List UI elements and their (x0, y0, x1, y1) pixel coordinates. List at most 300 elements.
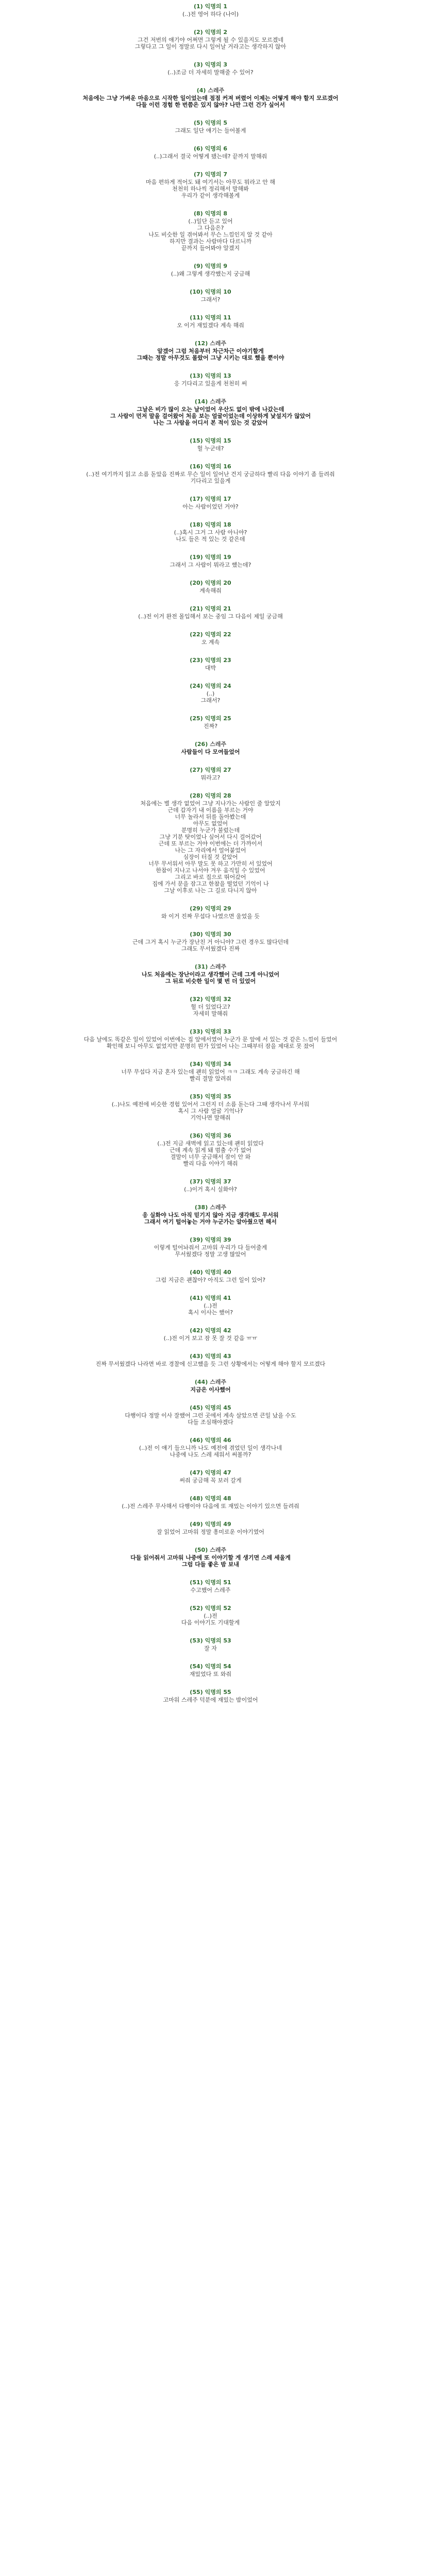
post-number[interactable]: (10) (190, 289, 203, 295)
post-body (0, 1004, 421, 1017)
post-line: 빨리 결말 알려줘 (189, 1075, 232, 1082)
post-body (0, 1386, 421, 1393)
post-52 (0, 1605, 421, 1626)
post-line: 재밌었다 또 와줘 (189, 1671, 232, 1677)
poster-name: 익명의 27 (205, 767, 231, 773)
post-line: (..)혹시 그거 그 사람 아니야? (174, 529, 247, 536)
post-number[interactable]: (1) (193, 3, 203, 10)
post-29 (0, 905, 421, 920)
post-line: 계속해줘 (199, 587, 222, 594)
post-number[interactable]: (16) (190, 463, 203, 470)
post-number[interactable]: (31) (194, 963, 208, 970)
post-line: 지금은 이사했어 (190, 1386, 231, 1393)
post-line: 나는 그 자리에서 얼어붙었어 (175, 847, 246, 854)
post-1 (0, 3, 421, 18)
post-body (0, 1277, 421, 1283)
poster-name: 익명의 21 (205, 605, 231, 612)
post-body (0, 690, 421, 704)
post-number[interactable]: (39) (190, 1236, 203, 1243)
post-16 (0, 463, 421, 484)
poster-name: 익명의 28 (205, 792, 231, 799)
post-header (0, 580, 421, 586)
post-line: (..) (206, 690, 215, 697)
post-body (0, 800, 421, 894)
post-header (0, 496, 421, 502)
post-line: 뭐라고? (200, 774, 221, 781)
post-header (0, 1495, 421, 1502)
poster-name: 익명의 45 (205, 1404, 231, 1411)
post-line: 빨리 다음 이야기 해줘 (183, 1160, 238, 1167)
post-number[interactable]: (35) (190, 1093, 203, 1100)
post-number[interactable]: (23) (190, 657, 203, 664)
post-header (0, 657, 421, 664)
post-36 (0, 1132, 421, 1167)
post-header (0, 605, 421, 612)
post-number[interactable]: (30) (190, 931, 203, 938)
post-number[interactable]: (6) (193, 145, 203, 152)
post-line: 오 이거 재밌겠다 계속 해줘 (177, 322, 244, 329)
poster-name: 스레주 (210, 1547, 227, 1553)
post-line: 오 계속 (201, 639, 220, 646)
post-21 (0, 605, 421, 620)
post-line: 와 이거 진짜 무섭다 나였으면 울었을 듯 (161, 913, 260, 920)
poster-name: 익명의 40 (205, 1269, 231, 1276)
post-body (0, 1554, 421, 1568)
post-42 (0, 1327, 421, 1342)
post-line: 확인해 보니 아무도 없었지만 분명히 뭔가 있었어 나는 그때부터 잠을 제대로 못 잤어 (106, 1043, 315, 1049)
post-header (0, 521, 421, 528)
post-number[interactable]: (45) (190, 1404, 203, 1411)
poster-name: 익명의 51 (205, 1579, 231, 1586)
post-line: 혹시 이사는 했어? (188, 1309, 233, 1316)
post-body (0, 1503, 421, 1510)
post-number[interactable]: (20) (190, 580, 203, 586)
post-39 (0, 1236, 421, 1258)
post-number[interactable]: (2) (193, 29, 203, 36)
post-30 (0, 931, 421, 952)
post-8 (0, 210, 421, 251)
post-line: 그럼 다들 좋은 밤 보내 (182, 1561, 239, 1568)
post-line: 천천히 하나씩 정리해서 말해봐 (172, 185, 249, 192)
poster-name: 익명의 33 (205, 1028, 231, 1035)
poster-name: 익명의 18 (205, 521, 231, 528)
post-line: 알겠어 그럼 처음부터 차근차근 이야기할게 (157, 348, 264, 354)
poster-name: 익명의 22 (205, 631, 231, 638)
post-line: 그래서? (200, 697, 221, 704)
post-body (0, 1477, 421, 1484)
post-header (0, 1204, 421, 1211)
post-number[interactable]: (49) (190, 1521, 203, 1528)
poster-name: 스레주 (210, 1379, 227, 1385)
poster-name: 익명의 36 (205, 1132, 231, 1139)
poster-name: 익명의 5 (205, 120, 228, 126)
post-11 (0, 314, 421, 329)
post-line: 무서웠겠다 정말 고생 많았어 (175, 1251, 246, 1258)
post-number[interactable]: (41) (190, 1295, 203, 1301)
post-line: 마음 편하게 적어도 돼 여기서는 아무도 뭐라고 안 해 (145, 179, 276, 185)
post-line: (..)전 (204, 1302, 217, 1309)
post-header (0, 210, 421, 217)
post-line: 다음 이야기도 기대할게 (181, 1619, 240, 1626)
post-43 (0, 1353, 421, 1367)
post-body (0, 1697, 421, 1703)
post-number[interactable]: (47) (190, 1469, 203, 1476)
poster-name: 스레주 (210, 963, 227, 970)
post-number[interactable]: (5) (193, 120, 203, 126)
post-body (0, 1244, 421, 1258)
post-46 (0, 1437, 421, 1458)
post-header (0, 1404, 421, 1411)
post-header (0, 314, 421, 321)
post-number[interactable]: (53) (190, 1637, 203, 1644)
post-14 (0, 398, 421, 426)
post-line: 결말이 너무 궁금해서 잠이 안 와 (170, 1154, 251, 1160)
post-header (0, 715, 421, 722)
post-line: 우리가 같이 생각해볼게 (181, 192, 240, 199)
post-body (0, 1335, 421, 1342)
poster-name: 익명의 16 (205, 463, 231, 470)
post-line: 그건 저번의 얘기야 어쩌면 그렇게 될 수 있을지도 모르겠네 (138, 37, 283, 43)
post-number[interactable]: (54) (190, 1663, 203, 1670)
post-line: 근데 갑자기 내 이름을 부르는 거야 (167, 807, 254, 814)
post-54 (0, 1663, 421, 1677)
post-line: 근데 계속 읽게 돼 멈출 수가 없어 (169, 1147, 252, 1154)
post-line: 헐 누군데? (197, 445, 224, 452)
post-12 (0, 340, 421, 361)
post-number[interactable]: (28) (190, 792, 203, 799)
post-line: 끝까지 들어봐야 알겠지 (181, 245, 240, 251)
post-line: 처음에는 그냥 가벼운 마음으로 시작한 일이었는데 점점 커져 버렸어 이제는 어떻게 해야 할지 모르겠어 (82, 95, 339, 101)
post-line: 그럼 지금은 괜찮아? 아직도 그런 일이 있어? (155, 1277, 266, 1283)
poster-name: 익명의 37 (205, 1178, 231, 1185)
post-body (0, 503, 421, 510)
post-number[interactable]: (4) (196, 87, 206, 94)
post-number[interactable]: (21) (190, 605, 203, 612)
post-line: 나도 처음에는 장난이라고 생각했어 근데 그게 아니었어 (141, 971, 280, 978)
poster-name: 익명의 49 (205, 1521, 231, 1528)
post-number[interactable]: (29) (190, 905, 203, 912)
post-body (0, 37, 421, 50)
post-line: 그렇다고 그 일이 정말로 다시 일어날 거라고는 생각하지 않아 (134, 43, 287, 50)
post-line: (..)전 여기까지 읽고 소름 돋았음 진짜로 무슨 일이 일어난 건지 궁금하다 빨리 다음 이야기 좀 들려줘 (86, 471, 335, 478)
post-body (0, 270, 421, 277)
post-line: 다음 날에도 똑같은 일이 있었어 이번에는 집 앞에서였어 누군가 문 앞에 서 있는 것 같은 느낌이 들었어 (83, 1036, 338, 1043)
post-line: 처음에는 별 생각 없었어 그냥 지나가는 사람인 줄 알았지 (140, 800, 281, 807)
post-line: 그래서 그 사람이 뭐라고 했는데? (170, 562, 251, 568)
post-header (0, 1469, 421, 1476)
post-53 (0, 1637, 421, 1652)
post-body (0, 1212, 421, 1225)
poster-name: 익명의 47 (205, 1469, 231, 1476)
post-number[interactable]: (13) (190, 372, 203, 379)
post-header (0, 1269, 421, 1276)
post-line: 혹시 그 사람 얼굴 기억나? (178, 1108, 243, 1114)
post-header (0, 1521, 421, 1528)
post-5 (0, 120, 421, 134)
post-line: (..)전 이거 완전 몰입해서 보는 중임 그 다음이 제일 궁금해 (138, 613, 283, 620)
post-number[interactable]: (7) (193, 171, 203, 178)
post-body (0, 1069, 421, 1082)
post-number[interactable]: (43) (190, 1353, 203, 1360)
poster-name: 익명의 3 (205, 61, 228, 68)
post-header (0, 3, 421, 10)
post-line: 잘 읽었어 고마워 정말 흥미로운 이야기였어 (157, 1529, 264, 1535)
post-line: (..)전 스레주 무사해서 다행이야 다음에 또 재밌는 이야기 있으면 들려줘 (122, 1503, 299, 1510)
post-line: (..)전 이거 보고 잠 못 잘 것 같음 ㅠㅠ (163, 1335, 258, 1342)
post-24 (0, 683, 421, 704)
post-number[interactable]: (52) (190, 1605, 203, 1612)
post-body (0, 665, 421, 671)
post-15 (0, 437, 421, 452)
post-line: 자세히 말해줘 (193, 1010, 228, 1017)
poster-name: 익명의 24 (205, 683, 231, 689)
post-35 (0, 1093, 421, 1121)
post-header (0, 1028, 421, 1035)
post-number[interactable]: (19) (190, 554, 203, 561)
post-header (0, 683, 421, 689)
poster-name: 익명의 29 (205, 905, 231, 912)
post-body (0, 380, 421, 387)
post-50 (0, 1547, 421, 1568)
post-number[interactable]: (25) (190, 715, 203, 722)
post-header (0, 1061, 421, 1067)
post-line: 진짜 무서웠겠다 나라면 바로 경찰에 신고했을 듯 그런 상황에서는 어떻게 해야 할지 모르겠다 (95, 1361, 326, 1367)
post-line: (..)그래서 결국 어떻게 됐는데? 끝까지 말해줘 (154, 153, 267, 160)
post-line: 나도 들은 적 있는 것 같은데 (176, 536, 245, 543)
post-3 (0, 61, 421, 76)
poster-name: 익명의 20 (205, 580, 231, 586)
poster-name: 스레주 (208, 87, 225, 94)
post-44 (0, 1379, 421, 1393)
post-header (0, 996, 421, 1003)
post-body (0, 1445, 421, 1458)
post-header (0, 1605, 421, 1612)
post-line: 나도 비슷한 일 겪어봐서 무슨 느낌인지 알 것 같아 (148, 231, 273, 238)
post-line: 너무 무섭다 지금 혼자 있는데 괜히 읽었어 ㅋㅋ 그래도 계속 궁금하긴 해 (121, 1069, 300, 1075)
post-header (0, 741, 421, 748)
post-line: 너무 무서워서 아무 말도 못 하고 가만히 서 있었어 (148, 860, 273, 867)
post-body (0, 1101, 421, 1121)
post-body (0, 749, 421, 755)
post-header (0, 437, 421, 444)
post-body (0, 11, 421, 18)
post-20 (0, 580, 421, 594)
post-line: 그날 이후로 나는 그 길로 다니지 않아 (164, 887, 257, 894)
poster-name: 익명의 34 (205, 1061, 231, 1067)
post-header (0, 289, 421, 295)
post-line: (..)나도 예전에 비슷한 경험 있어서 그런지 더 소름 돋는다 그때 생각나서 무서워 (111, 1101, 310, 1108)
post-number[interactable]: (51) (190, 1579, 203, 1586)
post-line: (..)전 영어 하다 (나이) (182, 11, 239, 18)
post-27 (0, 767, 421, 781)
post-body (0, 774, 421, 781)
post-line: 다행이다 정말 이사 잘했어 그런 곳에서 계속 살았으면 큰일 났을 수도 (125, 1412, 296, 1419)
post-body (0, 471, 421, 484)
post-number[interactable]: (11) (190, 314, 203, 321)
post-number[interactable]: (26) (194, 741, 208, 748)
poster-name: 익명의 1 (205, 3, 228, 10)
post-number[interactable]: (34) (190, 1061, 203, 1067)
post-header (0, 1637, 421, 1644)
post-19 (0, 554, 421, 568)
poster-name: 익명의 39 (205, 1236, 231, 1243)
post-number[interactable]: (18) (190, 521, 203, 528)
post-number[interactable]: (24) (190, 683, 203, 689)
post-number[interactable]: (32) (190, 996, 203, 1003)
post-7 (0, 171, 421, 199)
poster-name: 익명의 35 (205, 1093, 231, 1100)
post-line: 그날은 비가 많이 오는 날이었어 우산도 없이 밖에 나갔는데 (137, 406, 284, 413)
post-line: (..)전 지금 새벽에 읽고 있는데 괜히 읽었다 (157, 1140, 264, 1147)
post-line: 그 사람이 먼저 말을 걸어왔어 처음 보는 얼굴이었는데 이상하게 낯설지가 않았어 (110, 413, 311, 419)
post-number[interactable]: (14) (194, 398, 208, 405)
post-line: 너무 놀라서 뒤를 돌아봤는데 (175, 814, 246, 820)
poster-name: 익명의 6 (205, 145, 228, 152)
post-37 (0, 1178, 421, 1193)
post-line: 그래서 여기 털어놓는 거야 누군가는 알아줬으면 해서 (144, 1218, 277, 1225)
post-header (0, 1663, 421, 1670)
post-body (0, 406, 421, 426)
post-number[interactable]: (27) (190, 767, 203, 773)
poster-name: 익명의 42 (205, 1327, 231, 1334)
post-header (0, 1379, 421, 1385)
post-18 (0, 521, 421, 543)
post-4 (0, 87, 421, 108)
post-header (0, 61, 421, 68)
post-line: 그래서? (200, 296, 221, 303)
poster-name: 익명의 2 (205, 29, 228, 36)
post-line: 수고했어 스레주 (190, 1587, 231, 1594)
poster-name: 스레주 (210, 1204, 227, 1211)
post-number[interactable]: (9) (193, 263, 203, 269)
poster-name: 익명의 52 (205, 1605, 231, 1612)
post-line: 대박 (205, 665, 216, 671)
post-number[interactable]: (48) (190, 1495, 203, 1502)
poster-name: 익명의 15 (205, 437, 231, 444)
post-body (0, 913, 421, 920)
post-header (0, 1579, 421, 1586)
post-51 (0, 1579, 421, 1594)
post-number[interactable]: (46) (190, 1437, 203, 1444)
post-body (0, 1140, 421, 1167)
post-body (0, 69, 421, 76)
poster-name: 익명의 46 (205, 1437, 231, 1444)
post-9 (0, 263, 421, 277)
post-header (0, 145, 421, 152)
post-number[interactable]: (22) (190, 631, 203, 638)
post-header (0, 554, 421, 561)
post-line: 그 다음은? (197, 225, 224, 231)
post-header (0, 1547, 421, 1553)
post-28 (0, 792, 421, 894)
post-22 (0, 631, 421, 646)
post-line: 분명히 누군가 불렀는데 (181, 827, 240, 834)
post-38 (0, 1204, 421, 1225)
post-header (0, 1327, 421, 1334)
post-number[interactable]: (44) (194, 1379, 208, 1385)
post-number[interactable]: (33) (190, 1028, 203, 1035)
poster-name: 익명의 9 (205, 263, 228, 269)
poster-name: 익명의 10 (205, 289, 231, 295)
post-body (0, 639, 421, 646)
post-line: 기억나면 말해줘 (190, 1114, 231, 1121)
poster-name: 스레주 (210, 340, 227, 347)
post-body (0, 1412, 421, 1426)
post-number[interactable]: (42) (190, 1327, 203, 1334)
post-10 (0, 289, 421, 303)
post-header (0, 963, 421, 970)
post-line: 그래도 일단 얘기는 들어볼게 (175, 127, 246, 134)
post-header (0, 1689, 421, 1696)
post-number[interactable]: (36) (190, 1132, 203, 1139)
post-number[interactable]: (40) (190, 1269, 203, 1276)
post-number[interactable]: (8) (193, 210, 203, 217)
post-body (0, 95, 421, 108)
poster-name: 익명의 17 (205, 496, 231, 502)
post-line: 진짜? (203, 723, 218, 730)
post-number[interactable]: (12) (194, 340, 208, 347)
post-number[interactable]: (3) (193, 61, 203, 68)
post-header (0, 931, 421, 938)
post-line: 나중에 나도 스레 세워서 써볼까? (170, 1451, 251, 1458)
post-49 (0, 1521, 421, 1535)
post-body (0, 1529, 421, 1535)
post-line: (..)일단 듣고 있어 (188, 218, 233, 225)
post-41 (0, 1295, 421, 1316)
post-line: (..)전 이 얘기 들으니까 나도 예전에 겪었던 일이 생각나네 (139, 1445, 282, 1451)
post-header (0, 120, 421, 126)
post-number[interactable]: (55) (190, 1689, 203, 1696)
post-body (0, 322, 421, 329)
post-line: 헐 더 있었다고? (191, 1004, 230, 1010)
post-number[interactable]: (50) (194, 1547, 208, 1553)
poster-name: 스레주 (210, 741, 227, 748)
post-line: (..)이거 혹시 실화야? (184, 1186, 237, 1193)
post-header (0, 340, 421, 347)
post-body (0, 296, 421, 303)
post-34 (0, 1061, 421, 1082)
post-32 (0, 996, 421, 1017)
post-number[interactable]: (37) (190, 1178, 203, 1185)
post-line: 그 뒤로 비슷한 일이 몇 번 더 있었어 (165, 978, 256, 985)
post-number[interactable]: (17) (190, 496, 203, 502)
post-header (0, 263, 421, 269)
poster-name: 익명의 25 (205, 715, 231, 722)
post-header (0, 87, 421, 94)
post-body (0, 1302, 421, 1316)
poster-name: 익명의 48 (205, 1495, 231, 1502)
post-number[interactable]: (15) (190, 437, 203, 444)
post-body (0, 971, 421, 985)
post-line: (..)조금 더 자세히 말해줄 수 있어? (167, 69, 254, 76)
poster-name: 익명의 19 (205, 554, 231, 561)
post-26 (0, 741, 421, 755)
post-line: 나는 그 사람을 어디서 본 적이 있는 것 같았어 (153, 419, 268, 426)
post-line: 그때는 정말 아무것도 몰랐어 그냥 시키는 대로 했을 뿐이야 (137, 354, 284, 361)
post-31 (0, 963, 421, 985)
poster-name: 익명의 41 (205, 1295, 231, 1301)
post-line: 근데 그거 혹시 누군가 장난친 거 아니야? 그런 경우도 많다던데 (132, 939, 289, 945)
poster-name: 익명의 43 (205, 1353, 231, 1360)
post-line: 사람들이 다 모여들었어 (181, 749, 240, 755)
poster-name: 익명의 32 (205, 996, 231, 1003)
poster-name: 익명의 13 (205, 372, 231, 379)
post-number[interactable]: (38) (194, 1204, 208, 1211)
post-header (0, 1178, 421, 1185)
post-body (0, 179, 421, 199)
post-header (0, 905, 421, 912)
post-body (0, 348, 421, 361)
